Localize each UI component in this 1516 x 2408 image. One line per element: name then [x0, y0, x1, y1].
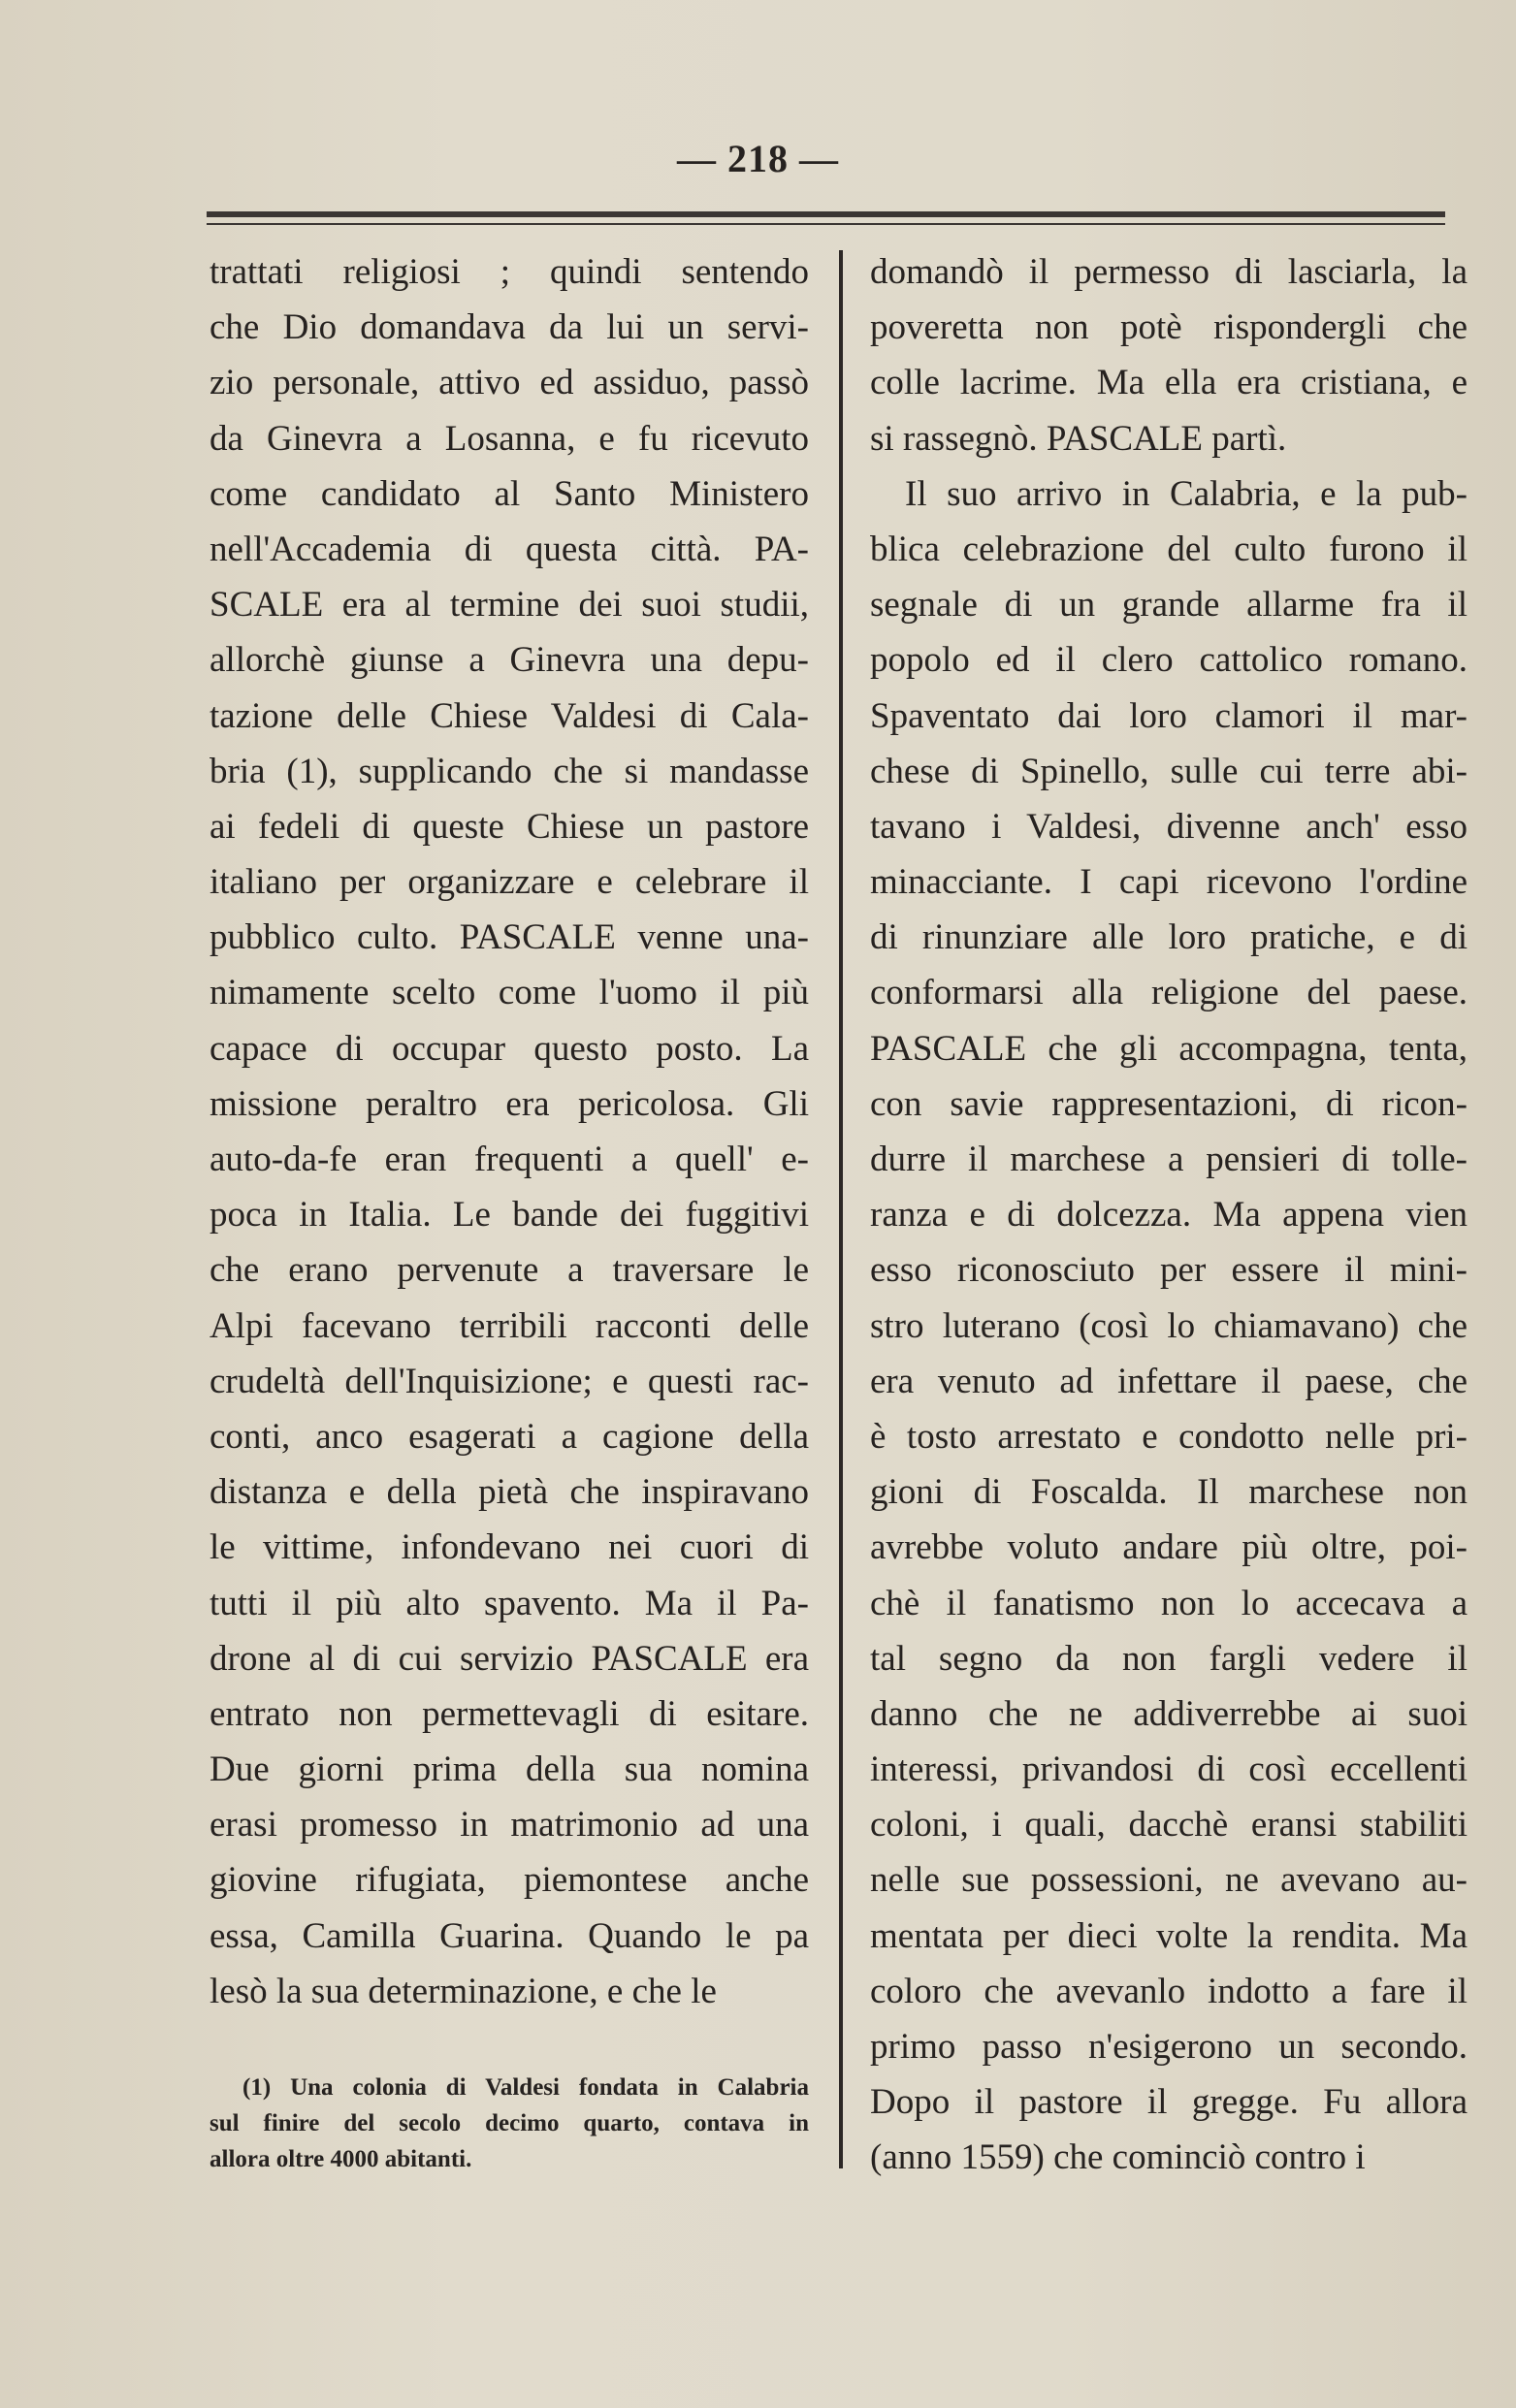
left-column-line: capace di occupar questo posto. La: [210, 1028, 809, 1069]
left-column-line: come candidato al Santo Ministero: [210, 473, 809, 514]
footnote: [210, 2070, 809, 2177]
left-column-line: entrato non permettevagli di esitare.: [210, 1693, 809, 1734]
header-rule-thin: [207, 223, 1445, 225]
left-column-line: ai fedeli di queste Chiese un pastore: [210, 806, 809, 847]
left-column-line: italiano per organizzare e celebrare il: [210, 862, 809, 903]
right-text-column: [870, 244, 1468, 2186]
page-number: — 218 —: [677, 137, 839, 180]
left-column-line: SCALE era al termine dei suoi studii,: [210, 585, 809, 626]
right-column-line: PASCALE che gli accompagna, tenta,: [870, 1028, 1468, 1069]
right-column-line: di rinunziare alle loro pratiche, e di: [870, 917, 1468, 958]
right-column-line: tal segno da non fargli vedere il: [870, 1638, 1468, 1679]
right-column-line: mentata per dieci volte la rendita. Ma: [870, 1915, 1468, 1956]
right-column-line: domandò il permesso di lasciarla, la: [870, 252, 1468, 292]
left-column-line: allorchè giunse a Ginevra una depu-: [210, 640, 809, 681]
left-column-line: pubblico culto. PASCALE venne una-: [210, 917, 809, 958]
right-column-line: Spaventato dai loro clamori il mar-: [870, 695, 1468, 736]
left-text-column: [210, 244, 809, 2019]
left-column-line: crudeltà dell'Inquisizione; e questi rac-: [210, 1361, 809, 1401]
column-divider: [839, 250, 843, 2168]
footnote-line: sul finire del secolo decimo quarto, contava in: [210, 2110, 809, 2136]
right-column-line: danno che ne addiverrebbe ai suoi: [870, 1693, 1468, 1734]
left-column-line: conti, anco esagerati a cagione della: [210, 1416, 809, 1457]
right-column-line: avrebbe voluto andare più oltre, poi-: [870, 1527, 1468, 1568]
right-column-line: tavano i Valdesi, divenne anch' esso: [870, 806, 1468, 847]
right-column-line: stro luterano (così lo chiamavano) che: [870, 1305, 1468, 1346]
left-column-line: auto-da-fe eran frequenti a quell' e-: [210, 1140, 809, 1179]
left-column-line: giovine rifugiata, piemontese anche: [210, 1860, 809, 1901]
left-column-line: trattati religiosi ; quindi sentendo: [210, 252, 809, 292]
right-column-line: è tosto arrestato e condotto nelle pri-: [870, 1416, 1468, 1457]
right-column-line: segnale di un grande allarme fra il: [870, 585, 1468, 626]
right-column-line: era venuto ad infettare il paese, che: [870, 1361, 1468, 1401]
left-column-line: bria (1), supplicando che si mandasse: [210, 751, 809, 791]
right-column-line: ranza e di dolcezza. Ma appena vien: [870, 1195, 1468, 1236]
left-column-line: nimamente scelto come l'uomo il più: [210, 973, 809, 1013]
right-column-line: gioni di Foscalda. Il marchese non: [870, 1472, 1468, 1513]
left-column-line: nell'Accademia di questa città. PA-: [210, 529, 809, 569]
left-column-line: da Ginevra a Losanna, e fu ricevuto: [210, 418, 809, 459]
footnote-line: (1) Una colonia di Valdesi fondata in Calabria: [242, 2074, 809, 2101]
header-rule-thick: [207, 211, 1445, 217]
right-column-line: chese di Spinello, sulle cui terre abi-: [870, 751, 1468, 791]
right-column-line: minacciante. I capi ricevono l'ordine: [870, 862, 1468, 903]
left-column-line: Alpi facevano terribili racconti delle: [210, 1305, 809, 1346]
right-column-line: nelle sue possessioni, ne avevano au-: [870, 1860, 1468, 1901]
left-column-line: drone al di cui servizio PASCALE era: [210, 1638, 809, 1679]
left-column-line: che Dio domandava da lui un servi-: [210, 307, 809, 348]
left-column-line: tutti il più alto spavento. Ma il Pa-: [210, 1583, 809, 1623]
right-column-line: con savie rappresentazioni, di ricon-: [870, 1083, 1468, 1124]
right-column-line: durre il marchese a pensieri di tolle-: [870, 1140, 1468, 1179]
left-column-line: essa, Camilla Guarina. Quando le pa: [210, 1915, 809, 1956]
right-column-line: interessi, privandosi di così eccellenti: [870, 1750, 1468, 1790]
right-column-line: (anno 1559) che cominciò contro i: [870, 2137, 1366, 2178]
left-column-line: lesò la sua determinazione, e che le: [210, 1971, 717, 2011]
left-column-line: che erano pervenute a traversare le: [210, 1250, 809, 1291]
right-column-line: blica celebrazione del culto furono il: [870, 529, 1468, 569]
right-column-line: primo passo n'esigerono un secondo.: [870, 2027, 1468, 2067]
right-column-line: Il suo arrivo in Calabria, e la pub-: [905, 473, 1468, 514]
right-column-line: coloro che avevanlo indotto a fare il: [870, 1971, 1468, 2011]
right-column-line: Dopo il pastore il gregge. Fu allora: [870, 2082, 1468, 2123]
left-column-line: erasi promesso in matrimonio ad una: [210, 1805, 809, 1846]
left-column-line: le vittime, infondevano nei cuori di: [210, 1527, 809, 1568]
left-column-line: tazione delle Chiese Valdesi di Cala-: [210, 695, 809, 736]
right-column-line: si rassegnò. PASCALE partì.: [870, 418, 1287, 459]
left-column-line: missione peraltro era pericolosa. Gli: [210, 1083, 809, 1124]
right-column-line: conformarsi alla religione del paese.: [870, 973, 1468, 1013]
right-column-line: poveretta non potè rispondergli che: [870, 307, 1468, 348]
left-column-line: poca in Italia. Le bande dei fuggitivi: [210, 1195, 809, 1236]
left-column-line: zio personale, attivo ed assiduo, passò: [210, 363, 809, 403]
left-column-line: Due giorni prima della sua nomina: [210, 1750, 809, 1790]
right-column-line: colle lacrime. Ma ella era cristiana, e: [870, 363, 1468, 403]
right-column-line: chè il fanatismo non lo accecava a: [870, 1583, 1468, 1623]
left-column-line: distanza e della pietà che inspiravano: [210, 1472, 809, 1513]
footnote-line: allora oltre 4000 abitanti.: [210, 2146, 472, 2172]
right-column-line: coloni, i quali, dacchè eransi stabiliti: [870, 1805, 1468, 1846]
right-column-line: esso riconosciuto per essere il mini-: [870, 1250, 1468, 1291]
right-column-line: popolo ed il clero cattolico romano.: [870, 640, 1468, 681]
